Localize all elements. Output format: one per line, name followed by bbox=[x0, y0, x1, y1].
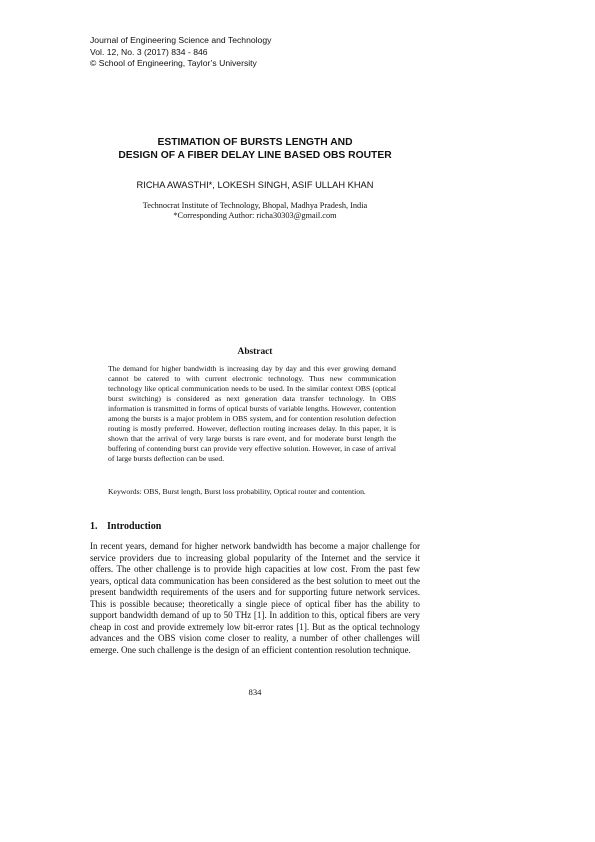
journal-volume: Vol. 12, No. 3 (2017) 834 - 846 bbox=[90, 46, 208, 57]
paper-title-line-2: DESIGN OF A FIBER DELAY LINE BASED OBS ROUTER bbox=[118, 149, 392, 161]
keywords: Keywords: OBS, Burst length, Burst loss probability, Optical router and contention. bbox=[108, 487, 366, 496]
abstract-text: The demand for higher bandwidth is increasing day by day and this ever growing demand cannot be catered to with current electronic technology. Thus new communication technology like optical communication needs to be used. In the similar context OBS (optical burst switching) is considered as next generation data transfer technology. In OBS information is transmitted in forms of optical bursts of variable lengths. However, contention among the bursts is a major problem in OBS system, and for contention resolution defection routing is mostly preferred. However, deflection routing increases delay. In this paper, it is shown that the arrival of very large bursts is rare event, and for moderate burst length the buffering of contending burst can provide very effective solution. However, in case of arrival of large bursts deflection can be used. bbox=[108, 364, 396, 463]
page-number: 834 bbox=[248, 687, 262, 697]
author-list: RICHA AWASTHI*, LOKESH SINGH, ASIF ULLAH KHAN bbox=[136, 180, 374, 190]
journal-header bbox=[90, 35, 271, 70]
section-title: Introduction bbox=[107, 521, 162, 532]
journal-copyright: © School of Engineering, Taylor’s University bbox=[90, 58, 257, 68]
paper-title bbox=[90, 137, 420, 162]
section-number: 1. bbox=[90, 521, 98, 532]
paper-title-line-1: ESTIMATION OF BURSTS LENGTH AND bbox=[157, 137, 353, 148]
section-heading-introduction bbox=[90, 521, 161, 532]
affiliation-block bbox=[90, 201, 420, 222]
journal-name: Journal of Engineering Science and Technology bbox=[90, 35, 272, 45]
affiliation-institute: Technocrat Institute of Technology, Bhopal, Madhya Pradesh, India bbox=[142, 201, 368, 210]
corresponding-author: *Corresponding Author: richa30303@gmail.com bbox=[173, 211, 337, 221]
abstract-heading: Abstract bbox=[237, 347, 273, 357]
introduction-paragraph: In recent years, demand for higher network bandwidth has become a major challenge for service providers due to increasing global popularity of the Internet and the service it offers. The other challenge is to provide high capacities at low cost. From the past few years, optical data communication has been considered as the best solution to meet out the present bandwidth requirements of the users and for supporting future network services. This is possible because; theoretically a single piece of optical fiber has the ability to support bandwidth demand of up to 50 THz [1]. In addition to this, optical fibers are very cheap in cost and provide extremely low bit-error rates [1]. But as the optical technology advances and the OBS vision come closer to reality, a number of other challenges will emerge. One such challenge is the design of an efficient contention resolution technique. bbox=[90, 541, 420, 655]
